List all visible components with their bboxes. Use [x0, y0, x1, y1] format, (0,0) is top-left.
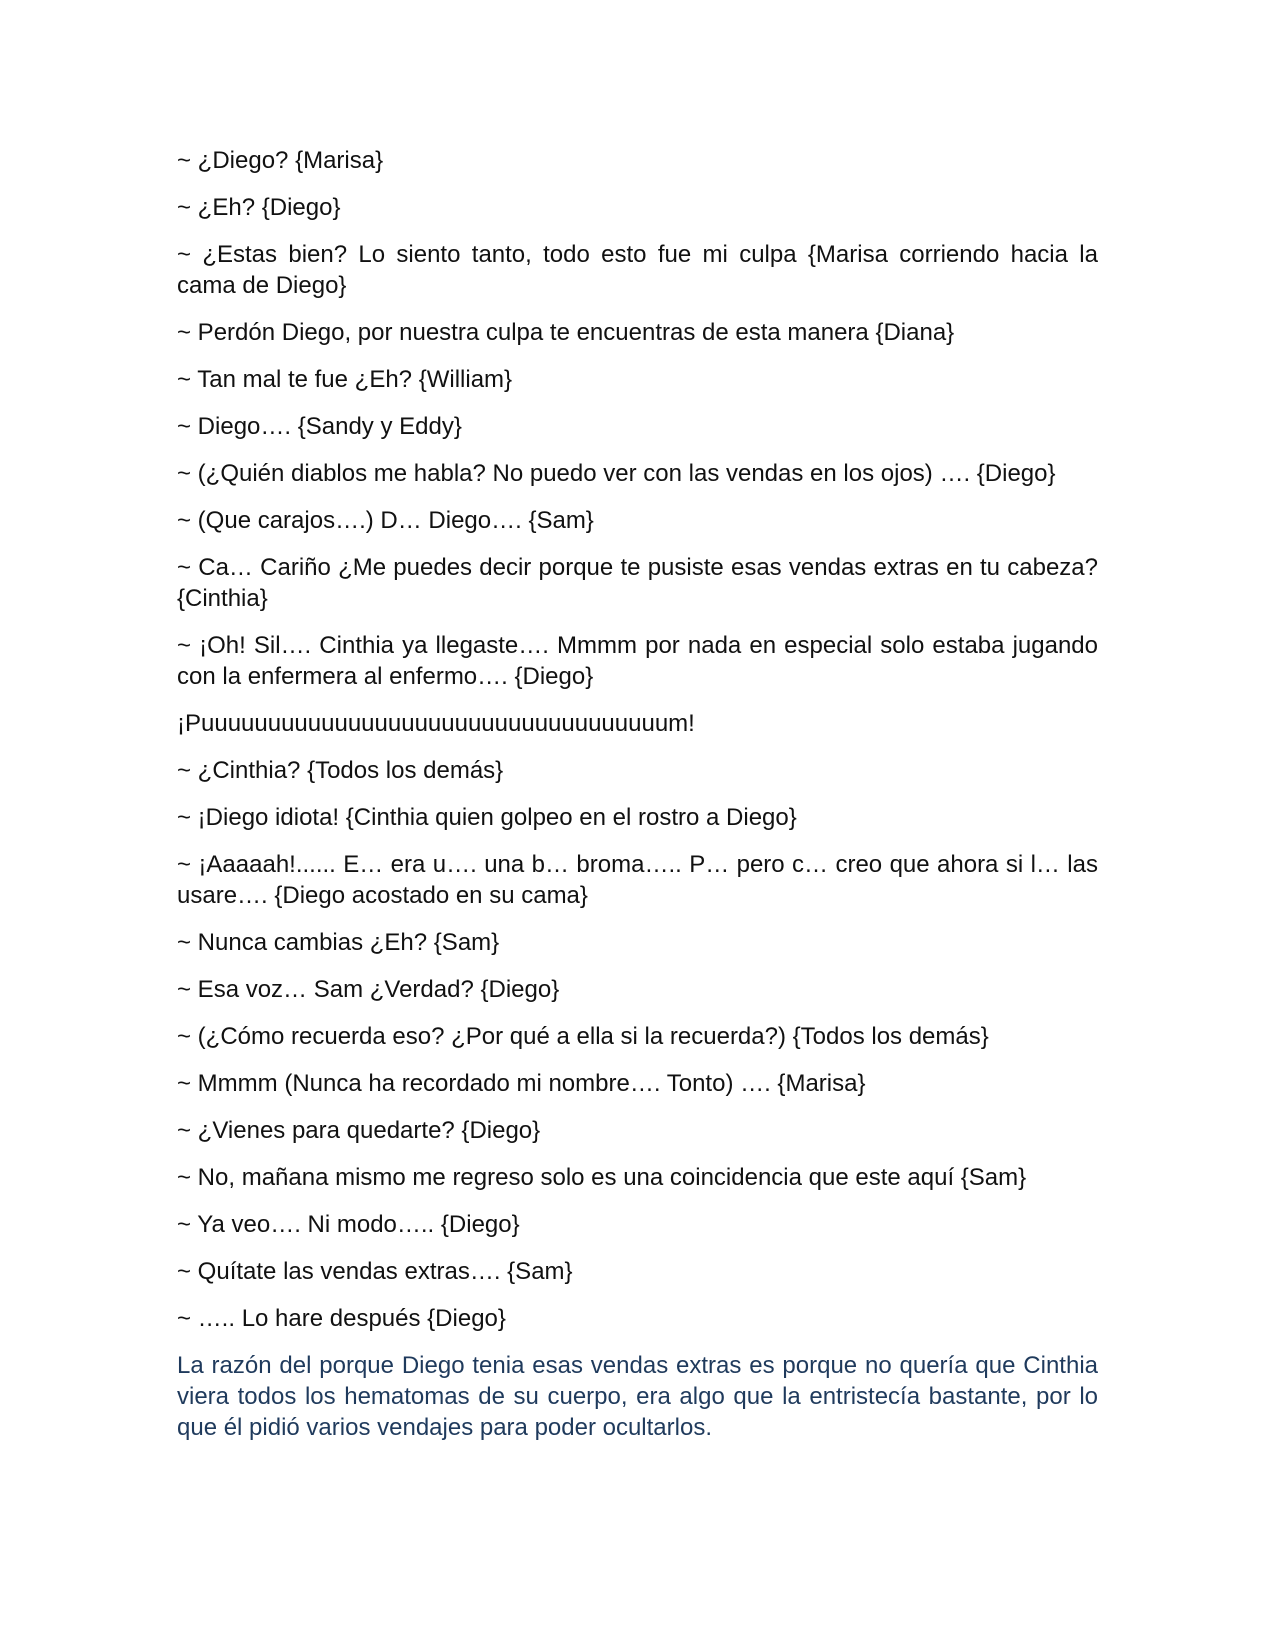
dialogue-line: ~ (Que carajos….) D… Diego…. {Sam}: [177, 507, 594, 534]
dialogue-line: ~ Diego…. {Sandy y Eddy}: [177, 413, 462, 440]
dialogue-line: ~ (¿Quién diablos me habla? No puedo ver con las vendas en los ojos) …. {Diego}: [177, 460, 1056, 487]
dialogue-line: ~ ….. Lo hare después {Diego}: [177, 1305, 506, 1332]
dialogue-line: ~ ¡Oh! Sil…. Cinthia ya llegaste…. Mmmm por nada en especial solo estaba jugando con la enfermera al enfermo…. {Diego}: [177, 632, 1098, 690]
dialogue-line: ~ ¿Eh? {Diego}: [177, 194, 341, 221]
document-page: [177, 145, 1098, 1443]
dialogue-line: ~ ¡Diego idiota! {Cinthia quien golpeo en el rostro a Diego}: [177, 804, 797, 831]
dialogue-line: ~ Ca… Cariño ¿Me puedes decir porque te pusiste esas vendas extras en tu cabeza? {Cinthia}: [177, 554, 1098, 612]
dialogue-line: ~ Ya veo…. Ni modo….. {Diego}: [177, 1211, 520, 1238]
dialogue-line: ~ Mmmm (Nunca ha recordado mi nombre…. Tonto) …. {Marisa}: [177, 1070, 866, 1097]
dialogue-line: ~ Esa voz… Sam ¿Verdad? {Diego}: [177, 976, 560, 1003]
dialogue-line: ~ ¿Estas bien? Lo siento tanto, todo esto fue mi culpa {Marisa corriendo hacia la cama de Diego}: [177, 241, 1098, 299]
dialogue-line: ~ Quítate las vendas extras…. {Sam}: [177, 1258, 573, 1285]
sound-effect-line: ¡Puuuuuuuuuuuuuuuuuuuuuuuuuuuuuuuuuuum!: [177, 710, 695, 737]
dialogue-line: ~ ¿Cinthia? {Todos los demás}: [177, 757, 504, 784]
dialogue-line: ~ Nunca cambias ¿Eh? {Sam}: [177, 929, 500, 956]
dialogue-line: ~ Tan mal te fue ¿Eh? {William}: [177, 366, 513, 393]
dialogue-line: ~ ¿Diego? {Marisa}: [177, 147, 384, 174]
dialogue-line: ~ No, mañana mismo me regreso solo es una coincidencia que este aquí {Sam}: [177, 1164, 1027, 1191]
narration-paragraph: La razón del porque Diego tenia esas vendas extras es porque no quería que Cinthia viera todos los hematomas de su cuerpo, era algo que la entristecía bastante, por lo que él pidió varios vendajes para poder ocultarlos.: [177, 1352, 1098, 1441]
dialogue-line: ~ ¡Aaaaah!...... E… era u…. una b… broma….. P… pero c… creo que ahora si l… las usare…. {Diego acostado en su cama}: [177, 851, 1098, 909]
dialogue-line: ~ Perdón Diego, por nuestra culpa te encuentras de esta manera {Diana}: [177, 319, 955, 346]
dialogue-line: ~ (¿Cómo recuerda eso? ¿Por qué a ella si la recuerda?) {Todos los demás}: [177, 1023, 989, 1050]
dialogue-line: ~ ¿Vienes para quedarte? {Diego}: [177, 1117, 541, 1144]
